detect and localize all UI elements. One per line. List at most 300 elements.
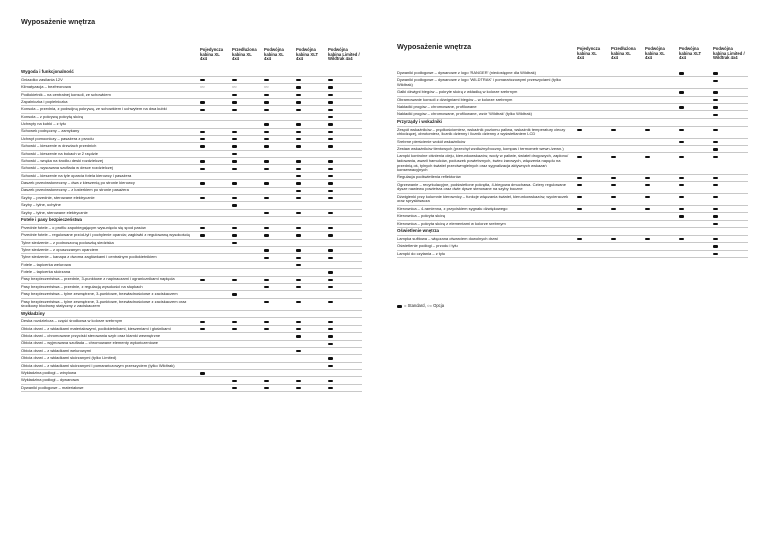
table-row (21, 187, 362, 194)
availability-cell (328, 91, 362, 98)
table-row (21, 283, 362, 290)
availability-cell (296, 194, 328, 201)
availability-cell (679, 111, 713, 118)
availability-cell (232, 355, 264, 362)
feature-label: Uchwyt pomocniczy – pasażera z przodu (21, 135, 200, 142)
availability-cell (264, 128, 296, 135)
standard-marker-icon (264, 160, 269, 162)
availability-cell (264, 340, 296, 347)
section-header-row (397, 118, 748, 126)
table-row (397, 96, 748, 103)
standard-marker-icon (200, 328, 205, 330)
availability-cell (200, 128, 232, 135)
option-marker-icon: ○○ (232, 84, 237, 90)
standard-marker-icon (328, 271, 333, 273)
table-row (21, 76, 362, 83)
table-row (21, 106, 362, 113)
table-row (21, 340, 362, 347)
availability-cell (232, 121, 264, 128)
availability-cell (296, 128, 328, 135)
standard-marker-icon (296, 335, 301, 337)
feature-label: Zapalniczka i popielniczka (21, 99, 200, 106)
table-row (21, 84, 362, 91)
standard-marker-icon (611, 196, 616, 198)
standard-marker-icon (328, 138, 333, 140)
availability-cell (232, 143, 264, 150)
standard-marker-icon (296, 160, 301, 162)
column-header-line: kabina Limited / (328, 51, 360, 57)
standard-marker-icon (264, 286, 269, 288)
availability-cell (232, 113, 264, 120)
table-row (397, 235, 748, 242)
standard-marker-icon (611, 156, 616, 158)
feature-label: Tylne siedzenie – kanapa z dwoma zagłówkami i centralnym podłokietnikiem (21, 254, 200, 261)
availability-cell (200, 143, 232, 150)
availability-cell (328, 239, 362, 246)
table-row (21, 347, 362, 354)
availability-cell (577, 77, 611, 89)
table-row (397, 213, 748, 220)
table-row (397, 181, 748, 193)
standard-marker-icon (296, 131, 301, 133)
standard-marker-icon (296, 145, 301, 147)
column-header-line: kabina XL (232, 51, 252, 57)
availability-cell (200, 76, 232, 83)
standard-marker-icon (232, 109, 237, 111)
column-header (296, 48, 318, 62)
column-header (264, 48, 284, 62)
availability-cell (328, 143, 362, 150)
section-header-row (397, 228, 748, 236)
feature-label: Ogrzewanie – recyrkulacyjne, podświetlone pokrętła, 4-biegowa dmuchawa. Cztery regulowane dysze nawiewu powietrza oraz dwie dysze sterowane na szyby boczne (397, 181, 577, 193)
feature-label: Gałki dźwigni biegów – pokryte skórą z wkładką w kolorze srebrnym (397, 89, 577, 96)
availability-cell (296, 180, 328, 187)
availability-cell (296, 106, 328, 113)
feature-label: Schowki – kieszenie w drzwiach przednich (21, 143, 200, 150)
availability-cell (232, 318, 264, 325)
availability-cell (200, 209, 232, 216)
table-row (21, 121, 362, 128)
standard-marker-icon (577, 156, 582, 158)
section-header-row (21, 217, 362, 225)
table-row (21, 362, 362, 369)
standard-marker-icon (713, 80, 718, 82)
feature-label: Nakładki progów – chromowane, profilowane, wzór 'Wildtrak' (tylko Wildtrak) (397, 111, 577, 118)
standard-marker-icon (264, 79, 269, 81)
standard-marker-icon (296, 197, 301, 199)
availability-cell (200, 247, 232, 254)
availability-cell (713, 250, 748, 257)
feature-label: Lampki kontrolne ciśnienia oleju, kierunkowskazów, wody w paliwie, świateł drogowych, zapłonu/ładowania, awarii hamulców, poduszek powietrznych, świec żarowych, włączenia napędu na przednią oś, tylnych świateł przeciwmgielnych oraz sygnalizacja aktywnych wskazań konserwacyjnych (397, 153, 577, 174)
feature-label: Obicia drzwi – wyjmowana szufłada – chromowane elementy wykończeniowe (21, 340, 200, 347)
legend (397, 303, 444, 308)
table-row (21, 276, 362, 283)
availability-cell (264, 187, 296, 194)
availability-cell (200, 99, 232, 106)
availability-cell (200, 84, 232, 91)
availability-cell (232, 347, 264, 354)
availability-cell (645, 174, 679, 181)
feature-label: Szyby – tylne, uchylne (21, 202, 200, 209)
availability-cell (679, 146, 713, 153)
standard-marker-icon (328, 86, 333, 88)
section-header-row (21, 69, 362, 76)
availability-cell (328, 135, 362, 142)
availability-cell (200, 202, 232, 209)
availability-cell (713, 153, 748, 174)
column-header-line: kabina XL (577, 50, 597, 56)
availability-cell (264, 247, 296, 254)
standard-marker-icon (645, 184, 650, 186)
availability-cell (645, 146, 679, 153)
availability-cell (264, 291, 296, 298)
standard-marker-icon (328, 109, 333, 111)
availability-cell (328, 325, 362, 332)
standard-marker-icon (328, 94, 333, 96)
column-header (200, 48, 223, 62)
availability-cell (200, 291, 232, 298)
table-row (397, 250, 748, 257)
availability-cell (232, 291, 264, 298)
standard-marker-icon (328, 182, 333, 184)
standard-marker-icon (264, 257, 269, 259)
availability-cell (713, 70, 748, 77)
standard-marker-icon (296, 257, 301, 259)
availability-cell (328, 340, 362, 347)
right-page (384, 0, 768, 543)
feature-label: Pasy bezpieczeństwa – tylne zewnętrzne, 3-punktowe, bezwładnościowe z zaciskaczem oraz środkowy biodrowy statyczny z zaciskaczem (21, 298, 200, 310)
standard-marker-icon (645, 156, 650, 158)
standard-marker-icon (264, 279, 269, 281)
column-header-line: Pojedyncza (577, 46, 601, 51)
column-header-line: Podwójna (679, 46, 699, 51)
availability-cell (264, 113, 296, 120)
column-header-line: 4x4 (611, 55, 618, 61)
availability-cell (200, 377, 232, 384)
availability-cell (328, 121, 362, 128)
availability-cell (264, 150, 296, 157)
availability-cell (679, 104, 713, 111)
standard-marker-icon (296, 350, 301, 352)
availability-cell (264, 106, 296, 113)
table-row (21, 91, 362, 98)
availability-cell (296, 209, 328, 216)
standard-marker-icon (611, 238, 616, 240)
availability-cell (645, 89, 679, 96)
standard-marker-icon (200, 372, 205, 374)
availability-cell (296, 158, 328, 165)
table-row (21, 298, 362, 310)
availability-cell (264, 232, 296, 239)
availability-cell (645, 153, 679, 174)
availability-cell (296, 121, 328, 128)
feature-label: Zestaw wskaźników tientowych (przechył wzdłużny/boczny, kompas i termometr wewn./zewn.) (397, 146, 577, 153)
section-title: Fotele i pasy bezpieczeństwa (21, 217, 362, 225)
availability-cell (296, 187, 328, 194)
standard-marker-icon (713, 106, 718, 108)
availability-cell (264, 135, 296, 142)
standard-marker-icon (679, 184, 684, 186)
standard-marker-icon (713, 184, 718, 186)
feature-label: Schowki – wnęka na środku deski rozdzielczej (21, 158, 200, 165)
availability-cell (296, 202, 328, 209)
availability-cell (296, 91, 328, 98)
standard-marker-icon (713, 114, 718, 116)
availability-cell (577, 213, 611, 220)
section-title: Oświetlenie wnętrza (397, 228, 748, 236)
table-row (21, 333, 362, 340)
feature-label: Pasy bezpieczeństwa – przednie, z regulacją wysokości na słupkach (21, 283, 200, 290)
feature-label: Przednie fotele – o profilu zapobiegającym wysunięciu się spod pasów (21, 224, 200, 231)
column-header-line: 4x4 (232, 56, 239, 62)
feature-label: Obicia drzwi – z wkładkami welurowymi (21, 347, 200, 354)
standard-marker-icon (328, 190, 333, 192)
standard-marker-icon (679, 215, 684, 217)
availability-cell (679, 250, 713, 257)
availability-cell (645, 243, 679, 250)
availability-cell (296, 84, 328, 91)
availability-cell (713, 138, 748, 145)
availability-cell (200, 340, 232, 347)
availability-cell (296, 318, 328, 325)
standard-marker-icon (328, 116, 333, 118)
standard-marker-icon (296, 279, 301, 281)
availability-cell (611, 70, 645, 77)
standard-marker-icon (713, 141, 718, 143)
availability-cell (296, 340, 328, 347)
standard-marker-icon (645, 208, 650, 210)
standard-marker-icon (296, 328, 301, 330)
standard-marker-icon (264, 123, 269, 125)
availability-cell (328, 269, 362, 276)
table-row (21, 239, 362, 246)
availability-cell (328, 128, 362, 135)
availability-cell (679, 205, 713, 212)
column-header (611, 47, 636, 61)
table-row (397, 243, 748, 250)
column-header (713, 47, 745, 61)
table-row (397, 193, 748, 205)
table-row (21, 291, 362, 298)
standard-marker-icon (264, 109, 269, 111)
availability-cell (577, 70, 611, 77)
feature-label: Dywaniki podłogowe – materiałowe (21, 384, 200, 391)
availability-cell (328, 333, 362, 340)
availability-cell (232, 254, 264, 261)
availability-cell (679, 96, 713, 103)
availability-cell (611, 146, 645, 153)
standard-marker-icon (328, 387, 333, 389)
column-header (679, 47, 701, 61)
standard-marker-icon (577, 129, 582, 131)
availability-cell (264, 355, 296, 362)
availability-cell (296, 135, 328, 142)
standard-marker-icon (200, 131, 205, 133)
table-row (21, 128, 362, 135)
availability-cell (328, 347, 362, 354)
feature-label: Klimatyzacja – bezfreonowa (21, 84, 200, 91)
standard-marker-icon (713, 177, 718, 179)
section-title: Przyrządy i wskaźniki (397, 118, 748, 126)
availability-cell (296, 362, 328, 369)
availability-cell (328, 113, 362, 120)
feature-label: Konsola – przednia, z podwójną pokrywą, ze schowkiem i uchwytem na dwa kubki (21, 106, 200, 113)
availability-cell (232, 99, 264, 106)
standard-marker-icon (713, 215, 718, 217)
feature-label: Szyby – tylne, sterowane elektrycznie (21, 209, 200, 216)
availability-cell (611, 213, 645, 220)
feature-label: Fotele – tapicerka skórzana (21, 269, 200, 276)
availability-cell (713, 181, 748, 193)
availability-cell (296, 113, 328, 120)
standard-marker-icon (296, 175, 301, 177)
table-row (397, 89, 748, 96)
availability-cell (200, 261, 232, 268)
availability-cell (264, 298, 296, 310)
availability-cell (232, 128, 264, 135)
availability-cell (296, 355, 328, 362)
availability-cell (296, 291, 328, 298)
column-header-line: Pojedyncza (200, 47, 224, 52)
standard-marker-icon (264, 387, 269, 389)
standard-marker-icon (296, 301, 301, 303)
availability-cell (713, 126, 748, 138)
table-row (21, 113, 362, 120)
standard-marker-icon (679, 238, 684, 240)
availability-cell (577, 138, 611, 145)
availability-cell (264, 165, 296, 172)
feature-label: Pasy bezpieczeństwa – tylne zewnętrzne, 3-punktowe, bezwładnościowe z zaciskaczem (21, 291, 200, 298)
availability-cell (328, 232, 362, 239)
availability-cell (264, 370, 296, 377)
table-row (21, 99, 362, 106)
standard-marker-icon (200, 138, 205, 140)
availability-cell (679, 174, 713, 181)
availability-cell (232, 377, 264, 384)
availability-cell (200, 172, 232, 179)
availability-cell (232, 261, 264, 268)
table-row (397, 146, 748, 153)
availability-cell (645, 104, 679, 111)
feature-label: Uchwyty na kubki – z tyłu (21, 121, 200, 128)
availability-cell (713, 174, 748, 181)
availability-cell (264, 239, 296, 246)
table-row (21, 355, 362, 362)
standard-marker-icon (296, 286, 301, 288)
standard-marker-icon (264, 212, 269, 214)
standard-marker-icon (264, 321, 269, 323)
availability-cell (328, 318, 362, 325)
availability-cell (296, 370, 328, 377)
standard-marker-icon (328, 131, 333, 133)
availability-cell (679, 243, 713, 250)
availability-cell (328, 150, 362, 157)
table-row (21, 202, 362, 209)
standard-marker-icon (232, 380, 237, 382)
standard-marker-icon (296, 123, 301, 125)
standard-marker-icon (679, 72, 684, 74)
availability-cell (264, 172, 296, 179)
section-title: Wykładziny (21, 310, 362, 318)
feature-label: Obicia drzwi – z wkładkami skórzanymi i pomarańczowym przeszyciem (tylko Wildtrak) (21, 362, 200, 369)
availability-cell (713, 205, 748, 212)
availability-cell (232, 298, 264, 310)
standard-marker-icon (328, 145, 333, 147)
availability-cell (232, 187, 264, 194)
table-row (397, 104, 748, 111)
option-marker-icon: ○○ (264, 84, 269, 90)
availability-cell (679, 193, 713, 205)
column-header-line: kabina XLT (679, 50, 702, 56)
feature-label: Wykładzina podłogi – dywanowa (21, 377, 200, 384)
availability-cell (328, 209, 362, 216)
column-header-line: kabina XL (645, 50, 665, 56)
availability-cell (232, 325, 264, 332)
availability-cell (296, 239, 328, 246)
availability-cell (264, 180, 296, 187)
standard-marker-icon (296, 380, 301, 382)
standard-marker-icon (577, 196, 582, 198)
standard-marker-icon (232, 145, 237, 147)
standard-marker-icon (232, 279, 237, 281)
standard-marker-icon (296, 138, 301, 140)
standard-marker-icon (200, 227, 205, 229)
availability-cell (611, 153, 645, 174)
standard-marker-icon (296, 190, 301, 192)
column-header (328, 48, 360, 62)
standard-marker-icon (679, 156, 684, 158)
availability-cell (713, 89, 748, 96)
availability-cell (645, 193, 679, 205)
standard-marker-icon (232, 197, 237, 199)
availability-cell (679, 77, 713, 89)
availability-cell (328, 291, 362, 298)
availability-cell (645, 220, 679, 227)
standard-marker-icon (232, 293, 237, 295)
standard-marker-icon (296, 168, 301, 170)
standard-marker-icon (328, 175, 333, 177)
standard-marker-icon (232, 160, 237, 162)
availability-cell (200, 318, 232, 325)
availability-cell (232, 340, 264, 347)
availability-cell (232, 283, 264, 290)
availability-cell (328, 84, 362, 91)
table-row (21, 370, 362, 377)
availability-cell (232, 370, 264, 377)
standard-marker-icon (577, 208, 582, 210)
availability-cell (577, 126, 611, 138)
availability-cell (328, 106, 362, 113)
standard-marker-icon (296, 227, 301, 229)
standard-marker-icon (232, 79, 237, 81)
availability-cell (328, 370, 362, 377)
standard-marker-icon (200, 182, 205, 184)
table-row (397, 70, 748, 77)
availability-cell (232, 333, 264, 340)
column-header-line: 4x4 (296, 56, 303, 62)
availability-cell (296, 298, 328, 310)
availability-cell (232, 232, 264, 239)
option-symbol-icon: ○ (426, 303, 430, 308)
availability-cell (200, 165, 232, 172)
availability-cell (200, 239, 232, 246)
standard-marker-icon (328, 279, 333, 281)
availability-cell (296, 269, 328, 276)
availability-cell (232, 106, 264, 113)
legend-option-label: = Opcja (429, 303, 445, 308)
standard-marker-icon (679, 106, 684, 108)
availability-cell (232, 247, 264, 254)
